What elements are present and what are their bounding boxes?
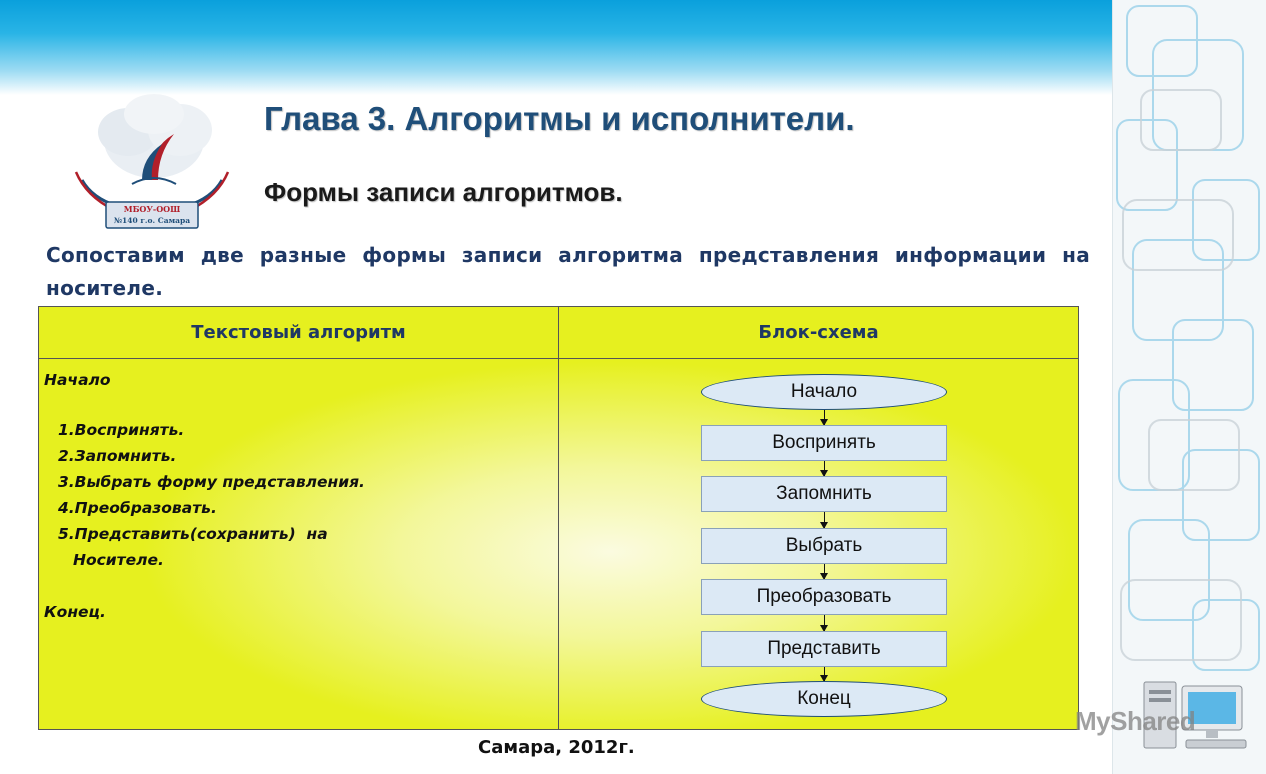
flowchart-step-block: Выбрать (701, 528, 947, 564)
flowchart-step-block: Воспринять (701, 425, 947, 461)
logo-text-line1: МБОУ-ООШ (123, 204, 181, 214)
flowchart-step-block: Преобразовать (701, 579, 947, 615)
flowchart-start-oval: Начало (701, 374, 947, 410)
intro-paragraph: Сопоставим две разные формы записи алгоритма представления информации на носителе. (46, 243, 1090, 300)
circuit-pattern-decoration (1112, 0, 1266, 774)
slide-title: Глава 3. Алгоритмы и исполнители. (264, 100, 855, 137)
flow-arrow (824, 410, 825, 425)
flowchart-step-block: Запомнить (701, 476, 947, 512)
slide-subtitle: Формы записи алгоритмов. (264, 177, 623, 207)
flowchart-step-block: Представить (701, 631, 947, 667)
top-gradient-band (0, 0, 1115, 95)
algorithm-end: Конец. (44, 603, 106, 621)
header-flowchart: Блок-схема (758, 322, 879, 343)
algorithm-step: 5.Представить(сохранить) на (58, 525, 328, 543)
flowchart-end-oval: Конец (701, 681, 947, 717)
watermark-text: MyShared (1075, 706, 1196, 736)
flow-arrow (824, 564, 825, 579)
header-divider (39, 358, 1078, 359)
algorithm-step: 2.Запомнить. (58, 447, 177, 465)
algorithm-start: Начало (44, 371, 111, 389)
header-text-algorithm: Текстовый алгоритм (191, 322, 406, 343)
flow-arrow (824, 615, 825, 631)
school-logo (62, 88, 240, 233)
flow-arrow (824, 461, 825, 476)
comparison-table (38, 306, 1079, 730)
column-divider (558, 307, 559, 729)
logo-text-line2: №140 г.о. Самара (113, 216, 191, 225)
algorithm-step: 1.Воспринять. (58, 421, 185, 439)
flow-arrow (824, 667, 825, 681)
algorithm-step: 4.Преобразовать. (58, 499, 217, 517)
flow-arrow (824, 512, 825, 528)
algorithm-step-continuation: Носителе. (73, 551, 164, 569)
footer-city-year: Самара, 2012г. (478, 737, 635, 758)
algorithm-step: 3.Выбрать форму представления. (58, 473, 365, 491)
